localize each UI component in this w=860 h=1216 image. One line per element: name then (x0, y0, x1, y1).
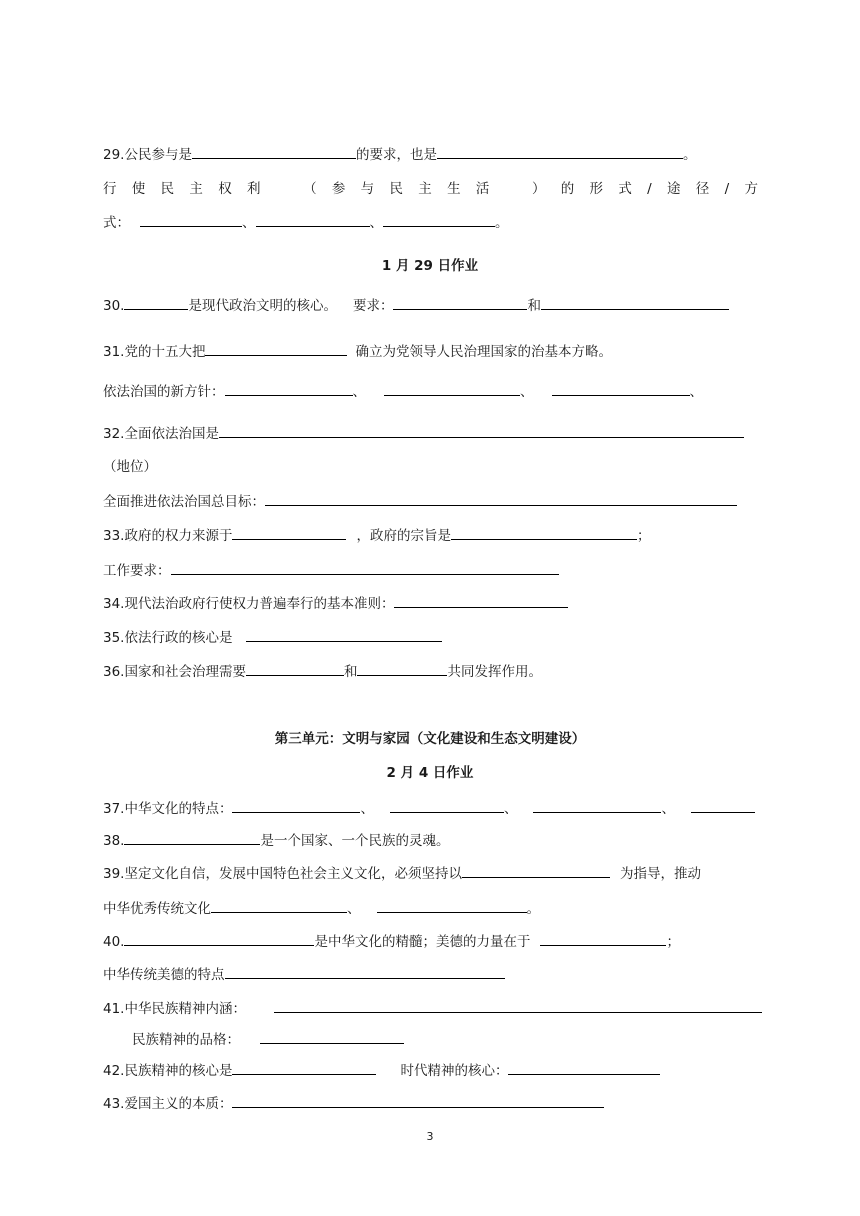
blank[interactable] (552, 380, 690, 396)
question-29-forms-cont: 式： 、 、 。 (103, 211, 509, 233)
blank[interactable] (384, 380, 520, 396)
blank[interactable] (246, 660, 344, 676)
question-32-goal: 全面推进依法治国总目标： (103, 490, 737, 512)
blank[interactable] (462, 862, 610, 878)
blank[interactable] (205, 340, 347, 356)
blank[interactable] (274, 997, 762, 1013)
unit-three-heading: 第三单元：文明与家园（文化建设和生态文明建设） (274, 731, 586, 747)
question-33-requirements: 工作要求： (103, 559, 559, 581)
blank[interactable] (437, 143, 683, 159)
question-29: 29.公民参与是 的要求，也是 。 (103, 143, 696, 165)
blank[interactable] (394, 592, 568, 608)
blank[interactable] (377, 897, 527, 913)
blank[interactable] (393, 294, 527, 310)
blank[interactable] (256, 211, 370, 227)
question-41-character: 民族精神的品格： (132, 1028, 404, 1050)
blank[interactable] (225, 963, 505, 979)
blank[interactable] (390, 797, 504, 813)
blank[interactable] (246, 626, 442, 642)
question-36: 36.国家和社会治理需要 和 共同发挥作用。 (103, 660, 542, 682)
section-heading-feb4: 2 月 4 日作业 (386, 765, 474, 781)
question-39: 39.坚定文化自信，发展中国特色社会主义文化，必须坚持以 为指导，推动 (103, 862, 701, 884)
question-31: 31.党的十五大把 确立为党领导人民治理国家的治基本方略。 (103, 340, 612, 362)
blank[interactable] (211, 897, 347, 913)
question-40: 40. 是中华文化的精髓；美德的力量在于 ； (103, 930, 680, 952)
blank[interactable] (124, 294, 188, 310)
blank[interactable] (541, 294, 729, 310)
blank[interactable] (140, 211, 242, 227)
blank[interactable] (124, 829, 260, 845)
question-31-policy: 依法治国的新方针： 、 、 、 (103, 380, 703, 402)
blank[interactable] (357, 660, 447, 676)
blank[interactable] (383, 211, 495, 227)
question-41: 41.中华民族精神内涵： (103, 997, 762, 1019)
blank[interactable] (540, 930, 666, 946)
question-43: 43.爱国主义的本质： (103, 1092, 604, 1114)
blank[interactable] (124, 930, 314, 946)
question-30: 30. 是现代政治文明的核心。 要求： 和 (103, 294, 729, 316)
blank[interactable] (260, 1028, 404, 1044)
question-42: 42.民族精神的核心是 时代精神的核心： (103, 1059, 660, 1081)
blank[interactable] (691, 797, 755, 813)
blank[interactable] (219, 422, 744, 438)
blank[interactable] (451, 524, 637, 540)
blank[interactable] (225, 380, 353, 396)
blank[interactable] (508, 1059, 660, 1075)
blank[interactable] (232, 797, 360, 813)
blank[interactable] (232, 1092, 604, 1108)
question-32: 32.全面依法治国是 (103, 422, 744, 444)
question-34: 34.现代法治政府行使权力普遍奉行的基本准则： (103, 592, 568, 614)
question-37: 37.中华文化的特点： 、 、 、 (103, 797, 755, 819)
question-38: 38. 是一个国家、一个民族的灵魂。 (103, 829, 449, 851)
blank[interactable] (192, 143, 356, 159)
section-heading-jan29: 1 月 29 日作业 (381, 258, 479, 274)
question-35: 35.依法行政的核心是 (103, 626, 442, 648)
question-29-forms-line: 行 使 民 主 权 利 （ 参 与 民 主 生 活 ） 的 形 式 / 途 径 / 方 (103, 181, 758, 197)
page-number: 3 (426, 1130, 434, 1143)
question-32-status: （地位） (103, 459, 157, 475)
blank[interactable] (265, 490, 737, 506)
blank[interactable] (171, 559, 559, 575)
blank[interactable] (533, 797, 661, 813)
question-33: 33.政府的权力来源于 ，政府的宗旨是 ； (103, 524, 650, 546)
blank[interactable] (232, 1059, 376, 1075)
blank[interactable] (232, 524, 346, 540)
question-40-features: 中华传统美德的特点 (103, 963, 505, 985)
question-39-cont: 中华优秀传统文化 、 。 (103, 897, 540, 919)
